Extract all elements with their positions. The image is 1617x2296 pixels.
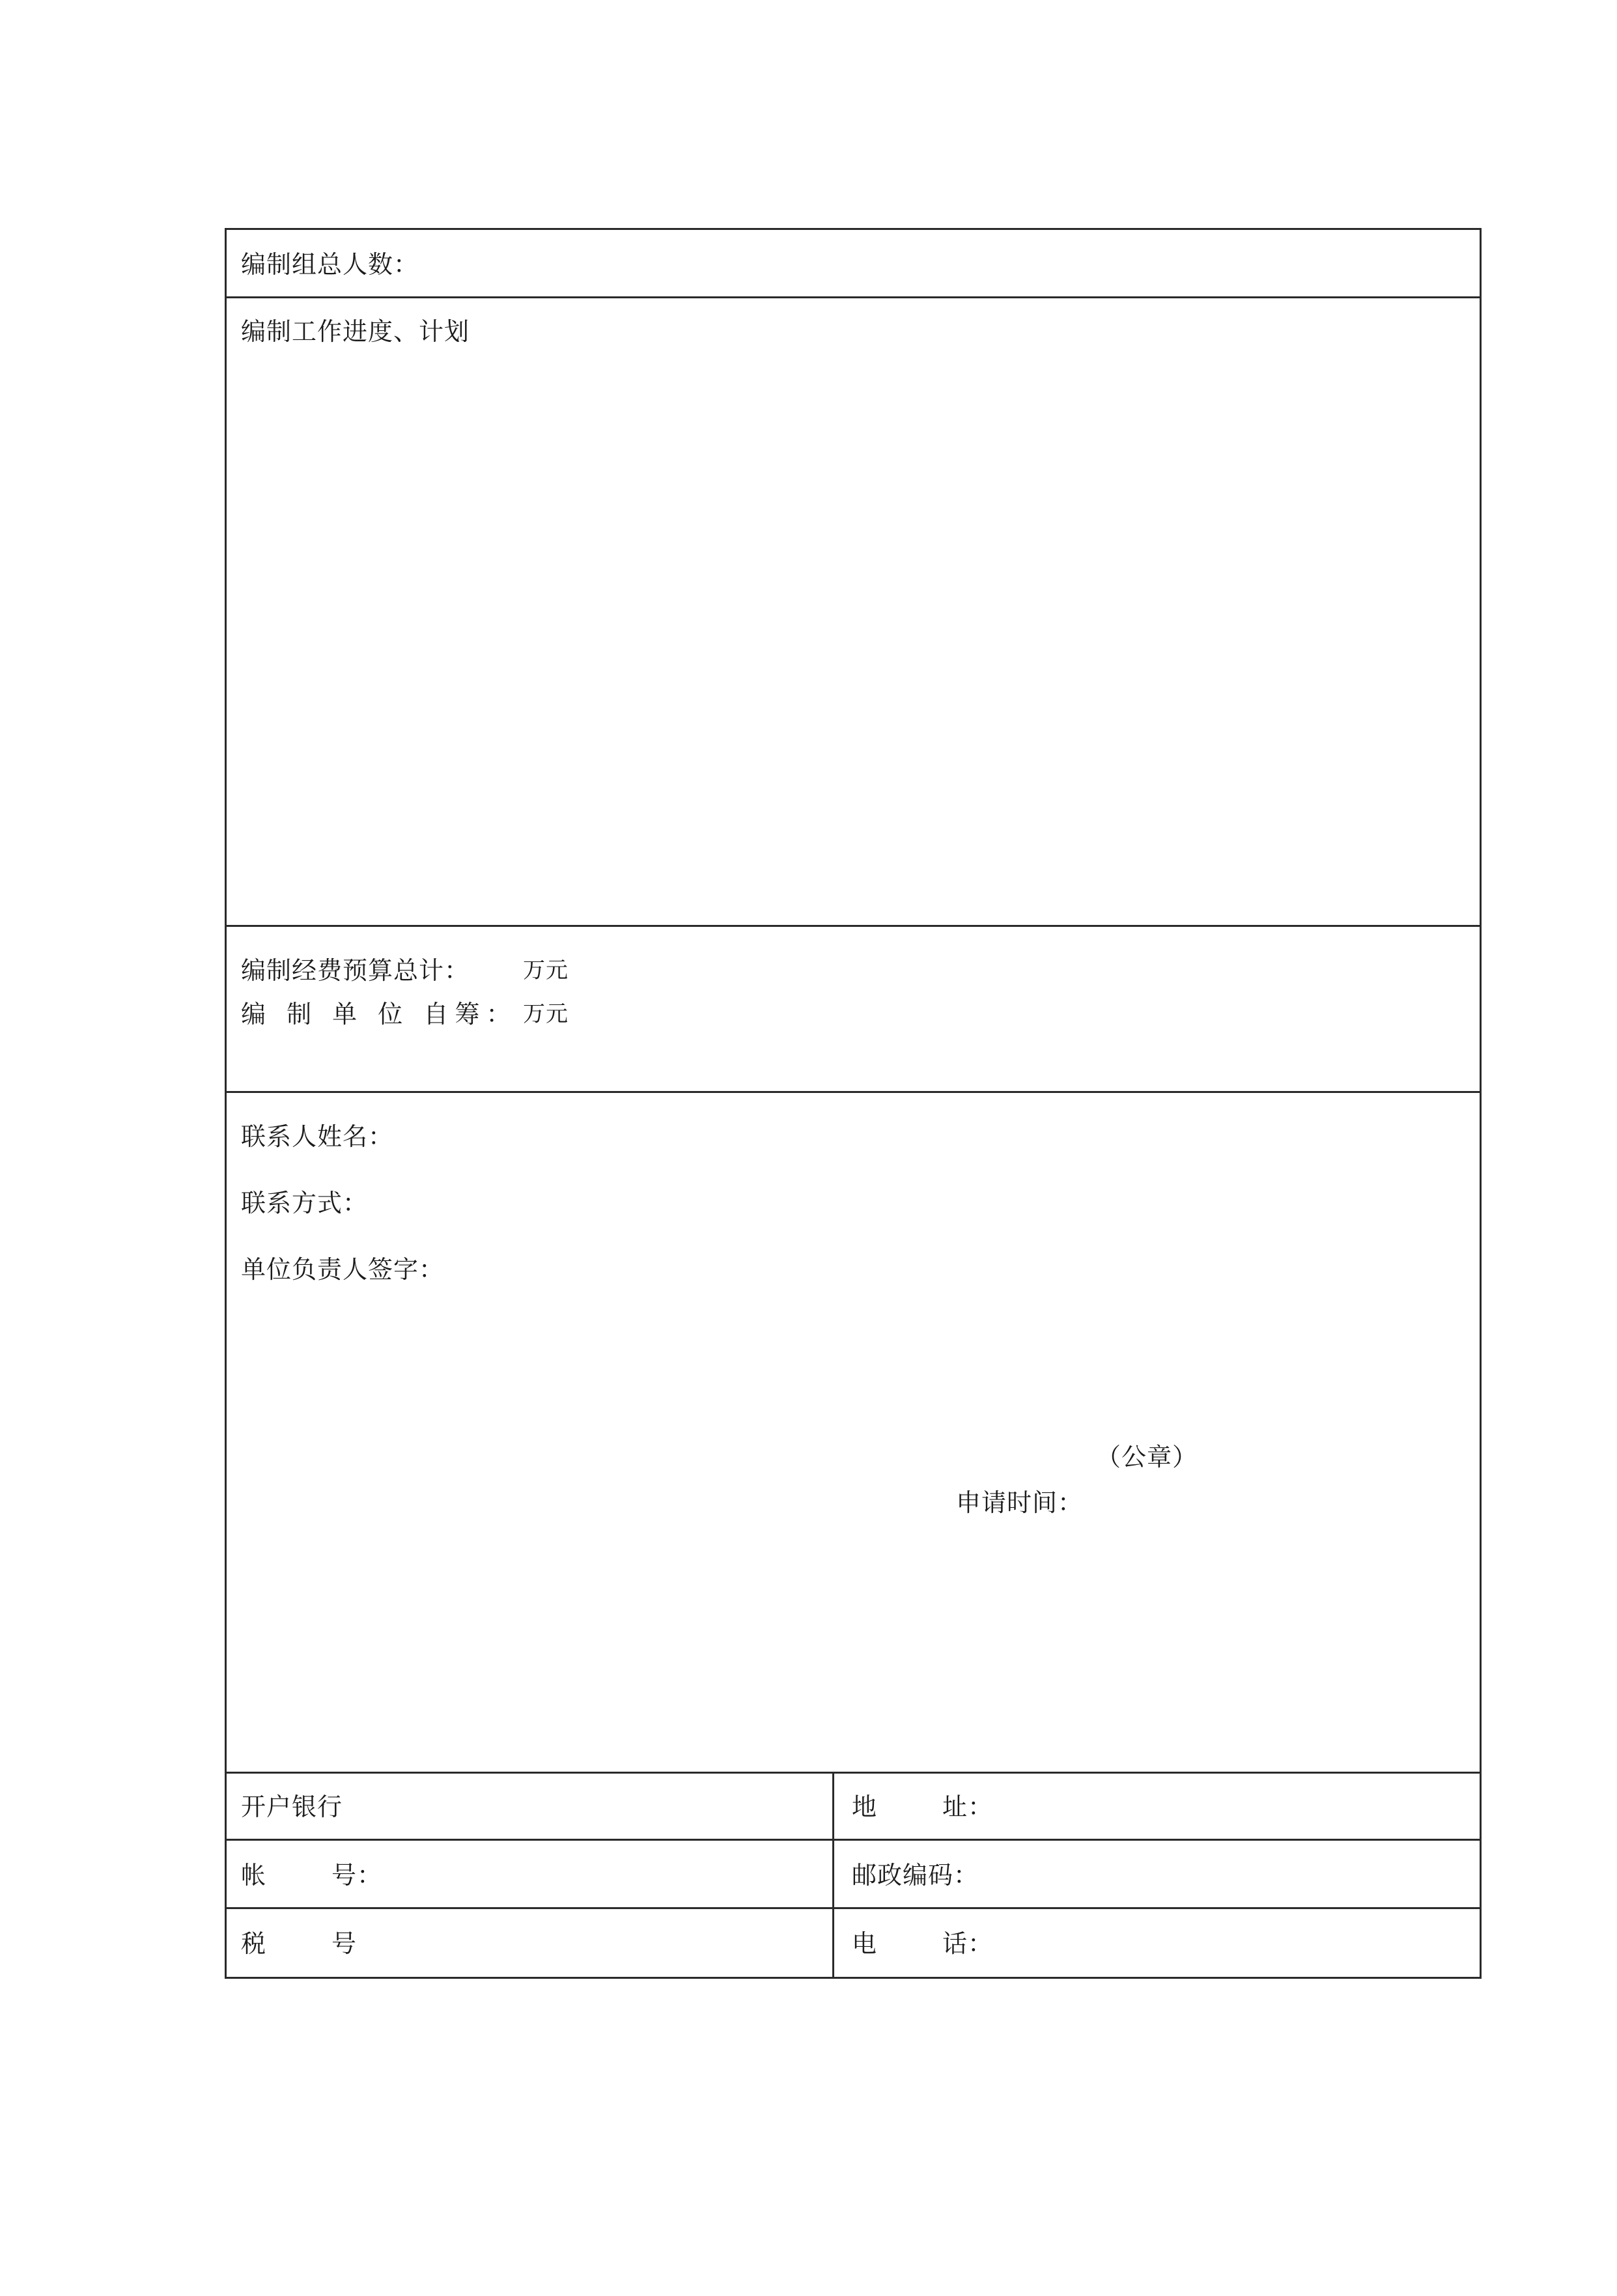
signature-label: 单位负责人签字： xyxy=(241,1255,445,1284)
contact-name-label: 联系人姓名： xyxy=(241,1122,394,1151)
budget-row xyxy=(227,927,1480,1093)
tax-label-second: 号 xyxy=(331,1929,358,1958)
budget-total-label: 编制经费预算总计： xyxy=(241,956,470,985)
schedule-row xyxy=(227,298,1480,927)
account-label-first: 帐 xyxy=(241,1861,267,1890)
contact-row xyxy=(227,1093,1480,1774)
bank-row xyxy=(227,1774,1480,1841)
team-total-label: 编制组总人数： xyxy=(241,250,419,279)
phone-label-second: 话： xyxy=(942,1929,994,1958)
phone-label xyxy=(852,1931,993,1956)
tax-row xyxy=(227,1909,1480,1977)
seal-label: （公章） xyxy=(1096,1443,1198,1471)
account-row xyxy=(227,1841,1480,1909)
budget-total-unit: 万元 xyxy=(523,957,569,984)
account-label xyxy=(241,1863,382,1888)
tax-label xyxy=(241,1931,357,1956)
self-raised-unit: 万元 xyxy=(523,1001,569,1027)
address-label-second: 址： xyxy=(942,1793,994,1821)
postcode-label: 邮政编码： xyxy=(852,1861,979,1890)
contact-method-label: 联系方式： xyxy=(241,1189,369,1217)
apply-time-label: 申请时间： xyxy=(956,1488,1084,1517)
phone-label-first: 电 xyxy=(852,1929,878,1958)
application-form-table xyxy=(225,228,1482,1979)
bank-label: 开户银行 xyxy=(241,1793,343,1821)
account-label-second: 号： xyxy=(331,1861,383,1890)
address-label xyxy=(852,1794,993,1819)
tax-label-first: 税 xyxy=(241,1929,267,1958)
schedule-label: 编制工作进度、计划 xyxy=(241,317,470,346)
team-total-row xyxy=(227,230,1480,298)
self-raised-label: 编 制 单 位 自筹： xyxy=(241,1000,518,1028)
address-label-first: 地 xyxy=(852,1793,878,1821)
